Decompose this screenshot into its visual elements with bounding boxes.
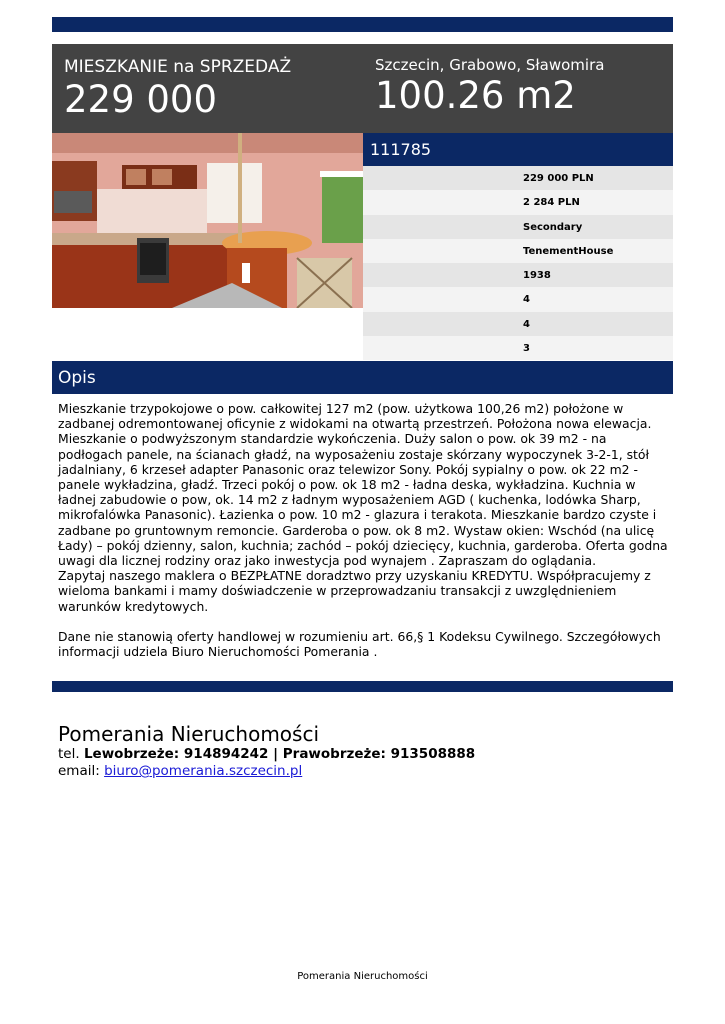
detail-row (363, 239, 673, 263)
phone-numbers: Lewobrzeże: 914894242 | Prawobrzeże: 913508888 (83, 746, 476, 762)
disclaimer: Dane nie stanowią oferty handlowej w rozumieniu art. 66,§ 1 Kodeksu Cywilnego. Szczegółowych informacji udziela Biuro Nieruchomości Pomerania . (58, 629, 661, 660)
area: 100.26 m2 (375, 74, 576, 117)
detail-value: Secondary (523, 221, 583, 233)
listing-id: 111785 (370, 140, 432, 159)
footer: Pomerania Nieruchomości (297, 971, 428, 982)
company-name: Pomerania Nieruchomości (58, 722, 320, 746)
detail-value: 2 284 PLN (523, 197, 580, 209)
description (58, 401, 670, 659)
detail-value: 229 000 PLN (523, 173, 594, 184)
description-paragraph: Mieszkanie trzypokojowe o pow. całkowitej 127 m2 (pow. użytkowa 100,26 m2) położone w zadbanej odremontowanej oficynie z widokami na otwartą przestrzeń. Położona nowa elewacja. Mieszkanie o podwyższonym standardzie wykończenia. Duży salon o pow. ok 39 m2 - na podłogach panele, na ścianach gładź, na wyposażeniu zostaje skórzany wypoczynek 3-2-1, stół jadalniany, 6 krzeseł adapter Panasonic oraz telewizor Sony. Pokój sypialny o pow. ok 22 m2 - panele wykładzina, gładź. Trzeci pokój o pow. ok 18 m2 - ładna deska, wykładzina. Kuchnia w ładnej zabudowie o pow, ok. 14 m2 z ładnym wyposażeniem AGD ( kuchenka, lodówka Sharp, mikrofalówka Panasonic). Łazienka o pow. 10 m2 - glazura i terakota. Mieszkanie bardzo czyste i zadbane po gruntownym remoncie. Garderoba o pow. ok 8 m2. Wystaw okien: Wschód (na ulicę Łady) – pokój dzienny, salon, kuchnia; zachód – pokój dziecięcy, kuchnia, garderoba. Oferta godna uwagi dla licznej rodziny oraz jako inwestycja pod wynajem . Zapraszam do oglądania. (58, 401, 668, 569)
contact-block (58, 722, 475, 780)
property-photo (52, 133, 363, 308)
tel-label: tel. (58, 746, 80, 762)
price: 229 000 (64, 78, 218, 121)
detail-value: 4 (523, 318, 530, 330)
bottom-divider-bar (52, 681, 673, 692)
detail-value: 4 (523, 294, 530, 306)
header-right (375, 56, 604, 116)
section-title: Opis (58, 368, 96, 388)
detail-value: 3 (523, 343, 530, 355)
header-left (64, 56, 291, 120)
description-paragraph: Zapytaj naszego maklera o BEZPŁATNE doradztwo przy uzyskaniu KREDYTU. Współpracujemy z wieloma bankami i mamy doświadczenie w przeprowadzaniu transakcji z uwzględnieniem warunków kredytowych. (58, 568, 651, 614)
detail-value: 1938 (523, 270, 551, 282)
detail-row (363, 336, 673, 360)
email-link[interactable]: biuro@pomerania.szczecin.pl (104, 763, 303, 779)
listing-id-bar (363, 133, 673, 166)
offer-type: MIESZKANIE na SPRZEDAŻ (64, 57, 292, 77)
location: Szczecin, Grabowo, Sławomira (375, 56, 605, 74)
detail-row (363, 312, 673, 336)
phone-line (58, 746, 475, 763)
detail-row (363, 190, 673, 214)
detail-value: TenementHouse (523, 245, 614, 257)
email-label: email: (58, 763, 100, 779)
listing-header (52, 44, 673, 133)
detail-row (363, 263, 673, 287)
top-divider-bar (52, 17, 673, 32)
detail-row (363, 166, 673, 190)
email-line (58, 763, 475, 780)
detail-row (363, 215, 673, 239)
detail-row (363, 287, 673, 311)
details-table (363, 166, 673, 360)
description-section-bar (52, 361, 673, 394)
